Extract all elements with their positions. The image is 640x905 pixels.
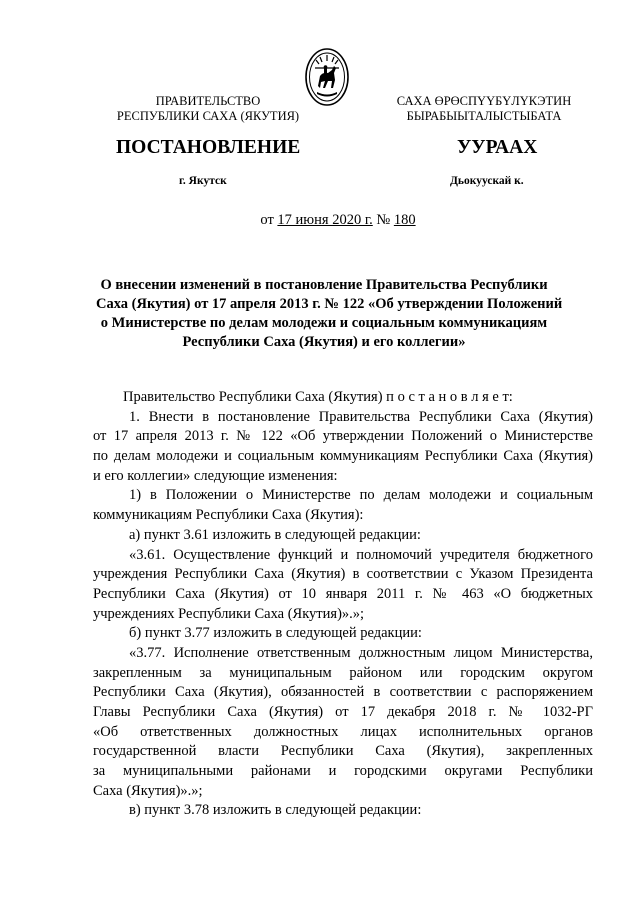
date-prefix: от: [260, 212, 278, 228]
body-line: Главы Республики Саха (Якутия) от 17 декабря 2018 г. № 1032-РГ: [93, 704, 593, 720]
header-left-line-1: ПРАВИТЕЛЬСТВО: [155, 94, 261, 108]
subject-line: о Министерстве по делам молодежи и социальным коммуникациям: [100, 315, 548, 331]
body-line: Республики Саха (Якутия) от 10 января 2011 г. № 463 «О бюджетных: [93, 585, 593, 602]
body-line: Саха (Якутия)».»;: [93, 782, 203, 799]
city-ru: г. Якутск: [179, 175, 227, 187]
coat-of-arms-icon: [304, 46, 350, 108]
body-line: «Об ответственных должностных лицах исполнительных органов: [93, 723, 593, 740]
body-line: закрепленным за муниципальным районом или городским округом: [93, 664, 593, 681]
subject-line: Республики Саха (Якутия) и его коллегии»: [182, 334, 466, 350]
document-type-title-ru: ПОСТАНОВЛЕНИЕ: [116, 137, 301, 158]
date-number-line: [18, 212, 640, 229]
body-line: а) пункт 3.61 изложить в следующей редакции:: [129, 526, 421, 543]
body-line: б) пункт 3.77 изложить в следующей редакции:: [129, 625, 422, 642]
document-type-title-sah: УУРААХ: [457, 137, 538, 158]
body-line: Республики Саха (Якутия), обязанностей в соответствии с распоряжением: [93, 684, 593, 701]
number-prefix: №: [372, 212, 394, 228]
body-line: «3.61. Осуществление функций и полномочий учредителя бюджетного: [129, 546, 593, 563]
coat-of-arms-emblem: [304, 46, 350, 108]
body-line: учреждениях Республики Саха (Якутия)».»;: [93, 605, 365, 622]
body-line: по делам молодежи и социальным коммуникациям Республики Саха (Якутия): [93, 448, 593, 465]
body-line: в) пункт 3.78 изложить в следующей редакции:: [129, 802, 422, 819]
body-line: Правительство Республики Саха (Якутия) п о с т а н о в л я е т:: [123, 389, 513, 405]
subject-line: О внесении изменений в постановление Правительства Республики: [100, 277, 548, 293]
document-date: 17 июня 2020 г.: [277, 212, 373, 228]
header-right-line-1: САХА ӨРӨСПҮҮБҮЛҮКЭТИН: [396, 94, 572, 108]
city-sah: Дьокуускай к.: [450, 175, 524, 187]
body-line: за муниципальными районами и городскими округами Республики: [93, 763, 593, 780]
document-subject: [96, 276, 563, 352]
body-line: «3.77. Исполнение ответственным должностным лицом Министерства,: [129, 644, 593, 661]
document-number: 180: [393, 212, 416, 228]
body-line: 1) в Положении о Министерстве по делам молодежи и социальным: [129, 487, 593, 504]
body-line: и его коллегии» следующие изменения:: [93, 467, 338, 484]
header-left-government-name: [88, 94, 328, 124]
body-line: государственной власти Республики Саха (Якутия), закрепленных: [93, 743, 593, 760]
body-line: учреждения Республики Саха (Якутия) в соответствии с Указом Президента: [93, 566, 593, 583]
header-left-line-2: РЕСПУБЛИКИ САХА (ЯКУТИЯ): [116, 109, 300, 123]
body-line: от 17 апреля 2013 г. № 122 «Об утверждении Положений о Министерстве: [93, 428, 593, 445]
header-right-line-2: БЫРАБЫЫТАЛЫСТЫБАТА: [406, 109, 562, 123]
body-line: коммуникациям Республики Саха (Якутия):: [93, 507, 364, 524]
header-right-government-name: [364, 94, 604, 124]
subject-line: Саха (Якутия) от 17 апреля 2013 г. № 122 «Об утверждении Положений: [96, 296, 563, 312]
document-body: [93, 388, 593, 821]
body-line: 1. Внести в постановление Правительства Республики Саха (Якутия): [129, 408, 593, 425]
